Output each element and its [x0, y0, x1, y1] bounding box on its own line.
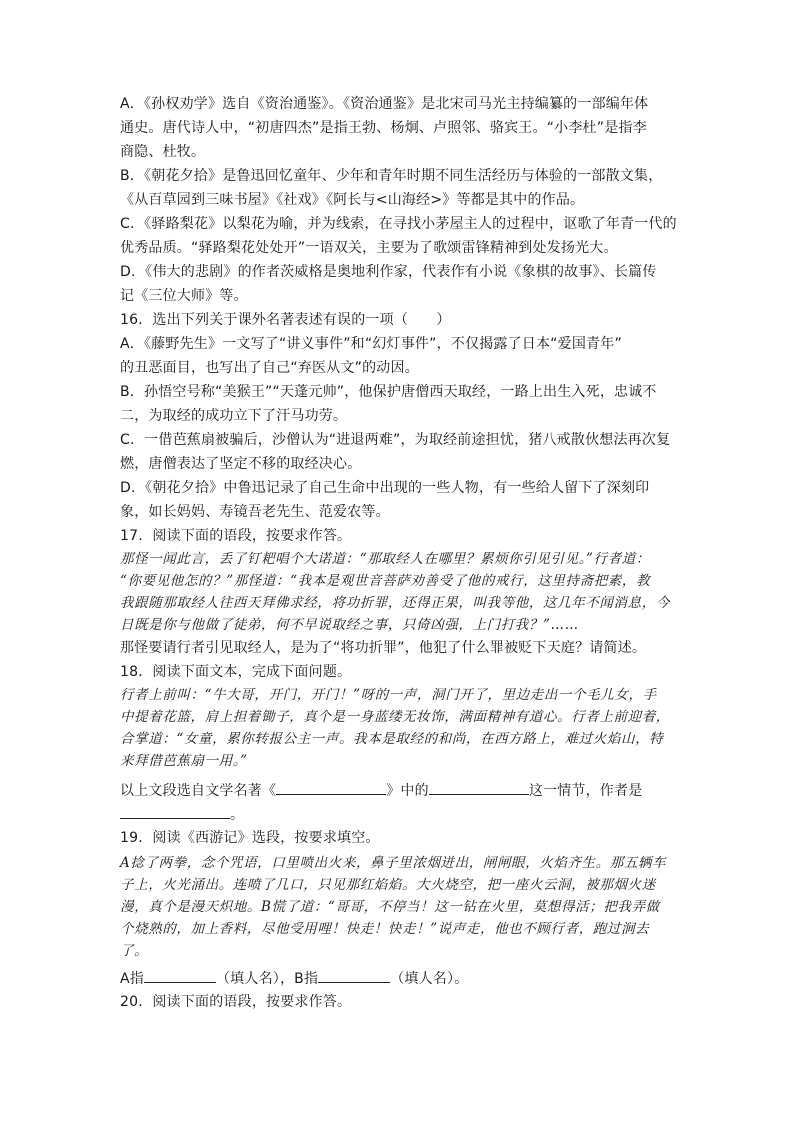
quote-line: 日既是你与他做了徒弟，何不早说取经之事，只倚凶强，上门打我？”……	[120, 617, 579, 633]
q18-fill-text: 这一情节，作者是	[528, 783, 643, 799]
quote-line: 漫，真个是漫天炽地。B慌了道：“哥哥，不停当！这一钻在火里，莫想得活；把我弄做	[120, 899, 660, 915]
quote-line: 我跟随那取经人往西天拜佛求经，将功折罪，还得正果，叫我等他，这几年不闻消息，今	[120, 595, 670, 611]
q17-quote-block	[120, 548, 680, 636]
text-line: 《从百草园到三味书屋》《社戏》《阿长与<山海经>》等都是其中的作品。	[120, 192, 585, 208]
q18-fill-text: 》中的	[386, 783, 429, 799]
quote-line: 行者上前叫：“牛大哥，开门，开门！”呀的一声，洞门开了，里边走出一个毛儿女，手	[120, 687, 657, 703]
q18-fill-text: 。	[230, 807, 245, 823]
q18-fill-line	[120, 778, 680, 802]
text-line: 象，如长妈妈、寿镜吾老先生、范爱农等。	[120, 504, 390, 520]
text-line: C．一借芭蕉扇被骗后，沙僧认为“进退两难”，为取经前途担忧，猪八戒散伙想法再次复	[120, 432, 671, 448]
text-line: 记《三位大师》等。	[120, 288, 248, 304]
text-line: 二，为取经的成功立下了汗马功劳。	[120, 408, 348, 424]
text-line: D．《伟大的悲剧》的作者茨威格是奥地利作家，代表作有小说《象棋的故事》、长篇传	[120, 264, 657, 280]
text-line: B．《朝花夕拾》是鲁迅回忆童年、少年和青年时期不同生活经历与体验的一部散文集，	[120, 168, 663, 184]
text-line: A．《孙权劝学》选自《资治通鉴》。《资治通鉴》是北宋司马光主持编纂的一部编年体	[120, 96, 649, 112]
question-20-title: 20．阅读下面的语段，按要求作答。	[120, 994, 352, 1010]
text-line: C．《驿路梨花》以梨花为喻，并为线索，在寻找小茅屋主人的过程中，讴歌了年青一代的	[120, 216, 677, 232]
quote-line: 那怪一闻此言，丢了钉耙唱个大诺道：“那取经人在哪里？累烦你引见引见。”行者道：	[120, 551, 650, 567]
quote-line: 合掌道：“女童，累你转报公主一声。我本是取经的和尚，在西方路上，难过火焰山，特	[120, 731, 664, 747]
quote-line: 了。	[120, 943, 149, 959]
quote-line: 来拜借芭蕉扇一用。”	[120, 753, 248, 769]
text-line: 的丑恶面目，也写出了自己“弃医从文”的动因。	[120, 360, 419, 376]
question-18-title: 18．阅读下面文本，完成下面问题。	[120, 664, 352, 680]
a-name-blank[interactable]	[144, 966, 216, 983]
q19-fill-text: （填人名），B指	[215, 971, 319, 987]
quote-line: A捻了两拳，念个咒语，口里喷出火来，鼻子里浓烟迸出，闸闸眼，火焰齐生。那五辆车	[120, 855, 667, 871]
quote-line: 子上，火光涌出。连喷了几口，只见那红焰焰。大火烧空，把一座火云洞，被那烟火迷	[120, 877, 656, 893]
q18-fill-line	[120, 802, 680, 826]
text-line: 通史。唐代诗人中，“初唐四杰”是指王勃、杨炯、卢照邻、骆宾王。“小李杜”是指李	[120, 120, 647, 136]
quote-line: 中提着花篮，肩上担着锄子，真个是一身蓝缕无妆饰，满面精神有道心。行者上前迎着，	[120, 709, 670, 725]
text-line: D．《朝花夕拾》中鲁迅记录了自己生命中出现的一些人物，有一些给人留下了深刻印	[120, 480, 650, 496]
q18-fill-block	[120, 778, 680, 850]
question-19-title: 19．阅读《西游记》选段，按要求填空。	[120, 830, 380, 846]
text-line: B．孙悟空号称“美猴王”“天蓬元帅”，他保护唐僧西天取经，一路上出生入死，忠诚不	[120, 384, 657, 400]
question-17-prompt: 那怪要请行者引见取经人，是为了“将功折罪”，他犯了什么罪被贬下天庭？请简述。	[120, 640, 647, 656]
plot-blank[interactable]	[429, 778, 529, 795]
author-blank[interactable]	[120, 802, 230, 819]
q19-fill-text: A指	[120, 971, 144, 987]
q19-fill-text: （填人名）。	[390, 971, 469, 987]
text-line: 优秀品质。“驿路梨花处处开”一语双关，主要为了歌颂雷锋精神到处发扬光大。	[120, 240, 618, 256]
q18-quote-block	[120, 684, 680, 772]
quote-line: “你要见他怎的？”那怪道：“我本是观世音菩萨劝善受了他的戒行，这里持斋把素，教	[120, 573, 651, 589]
text-line: A．《藤野先生》一文写了“讲义事件”和“幻灯事件”，不仅揭露了日本“爱国青年”	[120, 336, 622, 352]
b-name-blank[interactable]	[318, 966, 390, 983]
q19-fill-block	[120, 966, 680, 1014]
q19-quote-block	[120, 852, 680, 962]
options-and-questions-block	[120, 92, 680, 548]
question-16-title: 16．选出下列关于课外名著表述有误的一项（ ）	[120, 312, 451, 328]
q17-question-block	[120, 636, 680, 684]
book-title-blank[interactable]	[276, 778, 386, 795]
q18-fill-text: 以上文段选自文学名著《	[120, 783, 277, 799]
question-17-title: 17．阅读下面的语段，按要求作答。	[120, 528, 352, 544]
text-line: 商隐、杜牧。	[120, 144, 206, 160]
quote-line: 个烧熟的，加上香料，尽他受用哩！快走！快走！”说声走，他也不顾行者，跑过涧去	[120, 921, 650, 937]
text-line: 燃，唐僧表达了坚定不移的取经决心。	[120, 456, 362, 472]
q19-fill-line	[120, 966, 680, 990]
